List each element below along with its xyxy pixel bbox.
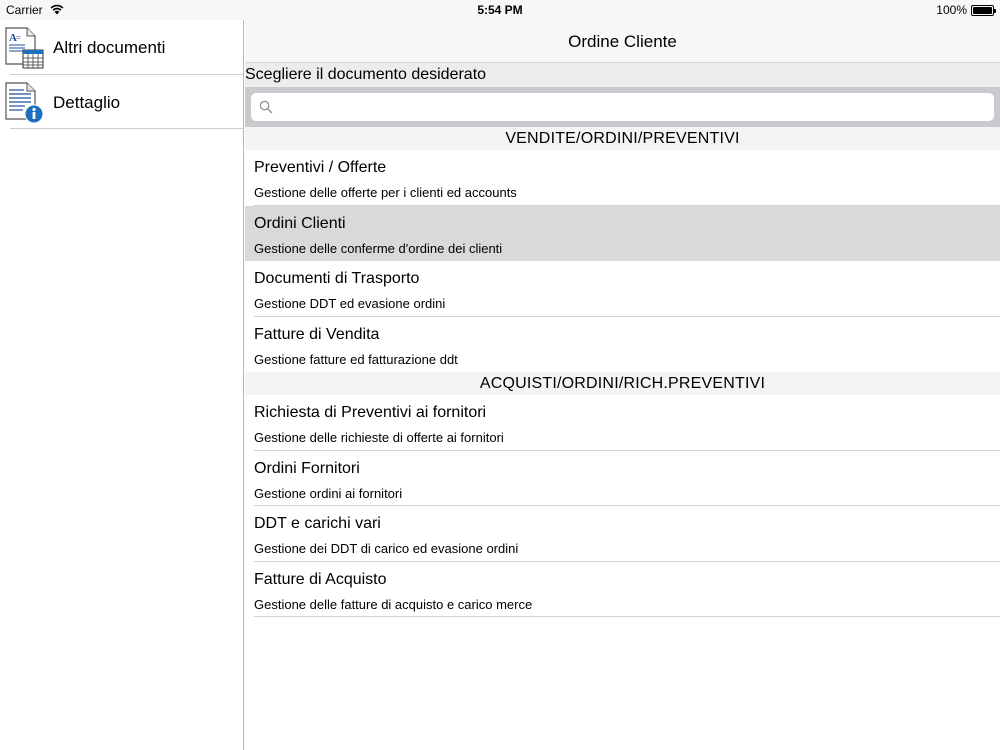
document-info-icon	[3, 81, 45, 125]
item-subtitle: Gestione fatture ed fatturazione ddt	[254, 351, 458, 367]
sidebar	[0, 20, 244, 750]
document-spreadsheet-icon	[3, 26, 45, 70]
battery-icon	[971, 5, 994, 16]
item-title: Ordini Clienti	[254, 214, 346, 232]
search-icon	[259, 100, 273, 114]
sidebar-item-dettaglio[interactable]	[0, 75, 243, 130]
svg-text:A: A	[9, 32, 17, 44]
item-title: Preventivi / Offerte	[254, 159, 387, 176]
section-header-vendite: VENDITE/ORDINI/PREVENTIVI	[245, 127, 1000, 150]
item-title: Ordini Fornitori	[254, 459, 360, 477]
main-panel	[245, 20, 1000, 750]
sidebar-item-altri-documenti[interactable]	[0, 20, 243, 75]
sidebar-item-label: Altri documenti	[53, 37, 166, 57]
item-subtitle: Gestione delle richieste di offerte ai fornitori	[254, 430, 504, 445]
page-title: Ordine Cliente	[245, 20, 1000, 63]
item-title: Fatture di Acquisto	[254, 570, 387, 588]
list-item[interactable]	[245, 317, 1000, 373]
list-item-selected[interactable]	[245, 206, 1000, 262]
item-subtitle: Gestione DDT ed evasione ordini	[254, 296, 446, 311]
sidebar-item-label: Dettaglio	[53, 92, 121, 112]
item-title: DDT e carichi vari	[254, 515, 381, 532]
list-item[interactable]	[245, 261, 1000, 317]
item-subtitle: Gestione delle conferme d'ordine dei clienti	[254, 240, 503, 256]
status-bar	[0, 0, 1000, 20]
list-item[interactable]	[245, 562, 1000, 618]
carrier-label: Carrier	[6, 3, 43, 17]
item-title: Richiesta di Preventivi ai fornitori	[254, 404, 487, 421]
list-item[interactable]	[245, 451, 1000, 507]
item-subtitle: Gestione ordini ai fornitori	[254, 485, 403, 501]
search-input[interactable]	[279, 93, 988, 121]
instruction-label: Scegliere il documento desiderato	[245, 63, 1000, 87]
clock: 5:54 PM	[477, 3, 523, 17]
battery-percent: 100%	[936, 3, 967, 17]
item-subtitle: Gestione delle offerte per i clienti ed accounts	[254, 185, 517, 200]
item-subtitle: Gestione delle fatture di acquisto e carico merce	[254, 596, 533, 612]
list-item[interactable]	[245, 506, 1000, 562]
item-title: Fatture di Vendita	[254, 325, 380, 343]
sidebar-divider	[10, 128, 243, 129]
search-field[interactable]	[251, 93, 994, 121]
list-item[interactable]	[245, 395, 1000, 451]
svg-text:=: =	[16, 33, 22, 43]
item-title: Documenti di Trasporto	[254, 270, 420, 287]
search-bar	[245, 87, 1000, 127]
list-item[interactable]	[245, 150, 1000, 206]
item-subtitle: Gestione dei DDT di carico ed evasione ordini	[254, 541, 519, 556]
section-header-acquisti: ACQUISTI/ORDINI/RICH.PREVENTIVI	[245, 372, 1000, 395]
